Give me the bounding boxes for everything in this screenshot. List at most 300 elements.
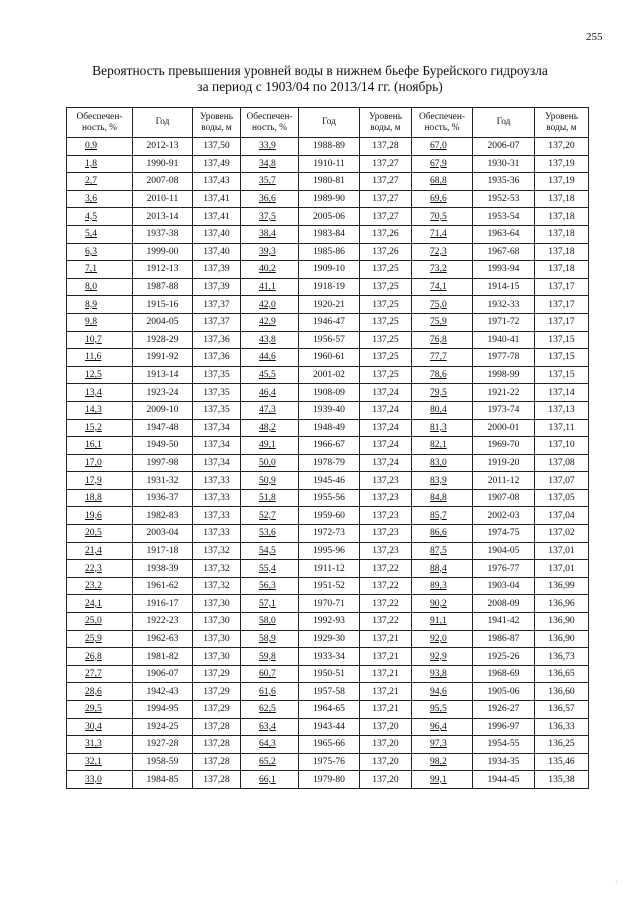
table-cell: 2008-09 bbox=[473, 595, 535, 613]
table-row bbox=[67, 489, 589, 507]
table-cell: 1959-60 bbox=[299, 507, 360, 525]
column-header: Обеспечен-ность, % bbox=[241, 108, 299, 138]
table-cell: 24,1 bbox=[67, 595, 133, 613]
table-cell: 1996-97 bbox=[473, 718, 535, 736]
table-cell: 1906-07 bbox=[133, 665, 193, 683]
table-row bbox=[67, 190, 589, 208]
column-header: Год bbox=[133, 108, 193, 138]
table-cell: 137,37 bbox=[193, 296, 241, 314]
table-cell: 137,19 bbox=[535, 173, 589, 191]
table-cell: 137,20 bbox=[535, 138, 589, 156]
table-cell: 137,25 bbox=[360, 261, 412, 279]
table-cell: 67,0 bbox=[412, 138, 473, 156]
table-cell: 1995-96 bbox=[299, 542, 360, 560]
table-cell: 137,13 bbox=[535, 401, 589, 419]
table-cell: 137,23 bbox=[360, 542, 412, 560]
table-cell: 137,29 bbox=[193, 701, 241, 719]
table-cell: 2000-01 bbox=[473, 419, 535, 437]
table-cell: 1945-46 bbox=[299, 472, 360, 490]
table-cell: 54,5 bbox=[241, 542, 299, 560]
table-cell: 137,20 bbox=[360, 753, 412, 771]
table-cell: 58,9 bbox=[241, 630, 299, 648]
table-cell: 97,3 bbox=[412, 736, 473, 754]
table-cell: 2007-08 bbox=[133, 173, 193, 191]
table-cell: 1963-64 bbox=[473, 225, 535, 243]
table-row bbox=[67, 683, 589, 701]
table-cell: 31,3 bbox=[67, 736, 133, 754]
table-cell: 137,25 bbox=[360, 278, 412, 296]
table-cell: 35,7 bbox=[241, 173, 299, 191]
table-cell: 137,29 bbox=[193, 683, 241, 701]
table-row bbox=[67, 736, 589, 754]
table-cell: 135,46 bbox=[535, 753, 589, 771]
table-cell: 137,15 bbox=[535, 366, 589, 384]
column-header: Год bbox=[299, 108, 360, 138]
table-cell: 1905-06 bbox=[473, 683, 535, 701]
table-cell: 1939-40 bbox=[299, 401, 360, 419]
table-cell: 90,2 bbox=[412, 595, 473, 613]
table-cell: 1936-37 bbox=[133, 489, 193, 507]
table-row bbox=[67, 366, 589, 384]
table-cell: 16,1 bbox=[67, 437, 133, 455]
table-cell: 91,1 bbox=[412, 613, 473, 631]
table-cell: 137,27 bbox=[360, 208, 412, 226]
table-cell: 137,32 bbox=[193, 560, 241, 578]
table-cell: 1912-13 bbox=[133, 261, 193, 279]
table-cell: 1962-63 bbox=[133, 630, 193, 648]
table-cell: 21,4 bbox=[67, 542, 133, 560]
table-cell: 34,8 bbox=[241, 155, 299, 173]
table-cell: 1980-81 bbox=[299, 173, 360, 191]
table-cell: 137,25 bbox=[360, 313, 412, 331]
table-cell: 43,8 bbox=[241, 331, 299, 349]
table-cell: 1920-21 bbox=[299, 296, 360, 314]
table-cell: 1951-52 bbox=[299, 577, 360, 595]
table-cell: 15,2 bbox=[67, 419, 133, 437]
table-row bbox=[67, 173, 589, 191]
table-cell: 136,25 bbox=[535, 736, 589, 754]
table-cell: 78,6 bbox=[412, 366, 473, 384]
table-cell: 137,24 bbox=[360, 401, 412, 419]
table-cell: 137,21 bbox=[360, 701, 412, 719]
table-cell: 137,17 bbox=[535, 278, 589, 296]
table-cell: 1922-23 bbox=[133, 613, 193, 631]
table-cell: 4,5 bbox=[67, 208, 133, 226]
table-body bbox=[67, 138, 589, 789]
table-cell: 137,24 bbox=[360, 454, 412, 472]
table-cell: 137,18 bbox=[535, 261, 589, 279]
table-cell: 59,8 bbox=[241, 648, 299, 666]
table-cell: 136,57 bbox=[535, 701, 589, 719]
table-cell: 137,28 bbox=[193, 718, 241, 736]
table-cell: 1953-54 bbox=[473, 208, 535, 226]
table-cell: 1943-44 bbox=[299, 718, 360, 736]
table-cell: 71,4 bbox=[412, 225, 473, 243]
table-cell: 137,22 bbox=[360, 560, 412, 578]
table-cell: 137,34 bbox=[193, 437, 241, 455]
table-cell: 72,3 bbox=[412, 243, 473, 261]
table-cell: 75,0 bbox=[412, 296, 473, 314]
table-cell: 1966-67 bbox=[299, 437, 360, 455]
table-cell: 53,6 bbox=[241, 525, 299, 543]
table-cell: 1979-80 bbox=[299, 771, 360, 789]
table-cell: 1987-88 bbox=[133, 278, 193, 296]
table-cell: 1978-79 bbox=[299, 454, 360, 472]
table-cell: 1903-04 bbox=[473, 577, 535, 595]
table-cell: 1924-25 bbox=[133, 718, 193, 736]
table-cell: 137,24 bbox=[360, 419, 412, 437]
table-cell: 83,9 bbox=[412, 472, 473, 490]
table-cell: 1977-78 bbox=[473, 349, 535, 367]
table-row bbox=[67, 595, 589, 613]
table-cell: 137,15 bbox=[535, 349, 589, 367]
table-cell: 40,2 bbox=[241, 261, 299, 279]
table-cell: 10,7 bbox=[67, 331, 133, 349]
table-cell: 1989-90 bbox=[299, 190, 360, 208]
table-cell: 137,08 bbox=[535, 454, 589, 472]
table-cell: 137,39 bbox=[193, 261, 241, 279]
table-cell: 70,5 bbox=[412, 208, 473, 226]
title-line-2: за период с 1903/04 по 2013/14 гг. (ноябрь) bbox=[197, 79, 443, 94]
table-cell: 137,14 bbox=[535, 384, 589, 402]
table-cell: 137,30 bbox=[193, 648, 241, 666]
table-cell: 136,73 bbox=[535, 648, 589, 666]
table-cell: 137,33 bbox=[193, 507, 241, 525]
column-header: Уровень воды, м bbox=[360, 108, 412, 138]
table-cell: 1908-09 bbox=[299, 384, 360, 402]
table-cell: 75,9 bbox=[412, 313, 473, 331]
table-cell: 136,90 bbox=[535, 630, 589, 648]
table-cell: 1940-41 bbox=[473, 331, 535, 349]
table-row bbox=[67, 472, 589, 490]
table-cell: 23,2 bbox=[67, 577, 133, 595]
table-row bbox=[67, 437, 589, 455]
table-cell: 55,4 bbox=[241, 560, 299, 578]
table-cell: 79,5 bbox=[412, 384, 473, 402]
table-cell: 93,8 bbox=[412, 665, 473, 683]
table-cell: 1985-86 bbox=[299, 243, 360, 261]
table-cell: 1968-69 bbox=[473, 665, 535, 683]
table-cell: 33,9 bbox=[241, 138, 299, 156]
table-cell: 33,0 bbox=[67, 771, 133, 789]
table-cell: 1961-62 bbox=[133, 577, 193, 595]
table-cell: 27,7 bbox=[67, 665, 133, 683]
table-row bbox=[67, 208, 589, 226]
table-cell: 1972-73 bbox=[299, 525, 360, 543]
table-row bbox=[67, 313, 589, 331]
table-cell: 137,20 bbox=[360, 771, 412, 789]
table-cell: 137,50 bbox=[193, 138, 241, 156]
table-cell: 12,5 bbox=[67, 366, 133, 384]
table-cell: 137,43 bbox=[193, 173, 241, 191]
probability-table bbox=[66, 107, 589, 789]
table-row bbox=[67, 138, 589, 156]
table-cell: 1973-74 bbox=[473, 401, 535, 419]
table-row bbox=[67, 331, 589, 349]
table-cell: 96,4 bbox=[412, 718, 473, 736]
table-cell: 1917-18 bbox=[133, 542, 193, 560]
table-cell: 137,36 bbox=[193, 349, 241, 367]
table-cell: 137,25 bbox=[360, 296, 412, 314]
table-cell: 137,33 bbox=[193, 525, 241, 543]
table-cell: 137,07 bbox=[535, 472, 589, 490]
table-row bbox=[67, 278, 589, 296]
table-cell: 136,65 bbox=[535, 665, 589, 683]
table-cell: 41,1 bbox=[241, 278, 299, 296]
table-cell: 26,8 bbox=[67, 648, 133, 666]
table-cell: 137,18 bbox=[535, 225, 589, 243]
table-cell: 61,6 bbox=[241, 683, 299, 701]
table-cell: 1935-36 bbox=[473, 173, 535, 191]
table-cell: 1928-29 bbox=[133, 331, 193, 349]
table-cell: 69,6 bbox=[412, 190, 473, 208]
table-cell: 137,25 bbox=[360, 331, 412, 349]
table-cell: 1931-32 bbox=[133, 472, 193, 490]
table-cell: 88,4 bbox=[412, 560, 473, 578]
table-cell: 136,33 bbox=[535, 718, 589, 736]
table-cell: 137,23 bbox=[360, 507, 412, 525]
table-cell: 1976-77 bbox=[473, 560, 535, 578]
table-cell: 137,23 bbox=[360, 525, 412, 543]
table-row bbox=[67, 613, 589, 631]
table-row bbox=[67, 630, 589, 648]
table-cell: 137,02 bbox=[535, 525, 589, 543]
table-cell: 137,34 bbox=[193, 454, 241, 472]
table-row bbox=[67, 648, 589, 666]
table-cell: 2001-02 bbox=[299, 366, 360, 384]
table-cell: 1954-55 bbox=[473, 736, 535, 754]
table-cell: 64,3 bbox=[241, 736, 299, 754]
table-cell: 1911-12 bbox=[299, 560, 360, 578]
table-cell: 28,6 bbox=[67, 683, 133, 701]
table-cell: 3,6 bbox=[67, 190, 133, 208]
table-cell: 62,5 bbox=[241, 701, 299, 719]
table-cell: 137,27 bbox=[360, 190, 412, 208]
table-cell: 29,5 bbox=[67, 701, 133, 719]
table-cell: 136,99 bbox=[535, 577, 589, 595]
table-cell: 44,6 bbox=[241, 349, 299, 367]
table-cell: 1982-83 bbox=[133, 507, 193, 525]
table-cell: 95,5 bbox=[412, 701, 473, 719]
table-cell: 1918-19 bbox=[299, 278, 360, 296]
table-cell: 137,27 bbox=[360, 155, 412, 173]
table-cell: 137,28 bbox=[193, 736, 241, 754]
table-cell: 49,1 bbox=[241, 437, 299, 455]
table-cell: 39,3 bbox=[241, 243, 299, 261]
table-row bbox=[67, 349, 589, 367]
table-cell: 137,30 bbox=[193, 595, 241, 613]
table-cell: 1952-53 bbox=[473, 190, 535, 208]
table-cell: 137,34 bbox=[193, 419, 241, 437]
table-cell: 1909-10 bbox=[299, 261, 360, 279]
column-header: Уровень воды, м bbox=[535, 108, 589, 138]
table-cell: 1974-75 bbox=[473, 525, 535, 543]
table-cell: 1927-28 bbox=[133, 736, 193, 754]
table-cell: 137,35 bbox=[193, 384, 241, 402]
table-row bbox=[67, 454, 589, 472]
table-cell: 92,0 bbox=[412, 630, 473, 648]
table-cell: 42,9 bbox=[241, 313, 299, 331]
table-cell: 22,3 bbox=[67, 560, 133, 578]
table-cell: 1975-76 bbox=[299, 753, 360, 771]
table-cell: 1946-47 bbox=[299, 313, 360, 331]
table-row bbox=[67, 243, 589, 261]
table-cell: 137,37 bbox=[193, 313, 241, 331]
table-cell: 17,9 bbox=[67, 472, 133, 490]
page-title bbox=[0, 63, 640, 95]
table-cell: 50,9 bbox=[241, 472, 299, 490]
table-cell: 1988-89 bbox=[299, 138, 360, 156]
table-cell: 2,7 bbox=[67, 173, 133, 191]
table-row bbox=[67, 507, 589, 525]
table-cell: 137,40 bbox=[193, 243, 241, 261]
table-cell: 137,21 bbox=[360, 630, 412, 648]
table-cell: 136,90 bbox=[535, 613, 589, 631]
table-cell: 37,5 bbox=[241, 208, 299, 226]
table-cell: 137,30 bbox=[193, 630, 241, 648]
table-cell: 137,24 bbox=[360, 437, 412, 455]
table-cell: 76,8 bbox=[412, 331, 473, 349]
table-cell: 137,17 bbox=[535, 313, 589, 331]
table-cell: 14,3 bbox=[67, 401, 133, 419]
table-cell: 137,21 bbox=[360, 648, 412, 666]
table-cell: 1981-82 bbox=[133, 648, 193, 666]
table-cell: 52,7 bbox=[241, 507, 299, 525]
table-cell: 137,28 bbox=[360, 138, 412, 156]
table-cell: 1921-22 bbox=[473, 384, 535, 402]
table-cell: 137,25 bbox=[360, 349, 412, 367]
table-cell: 86,6 bbox=[412, 525, 473, 543]
table-cell: 56,3 bbox=[241, 577, 299, 595]
table-cell: 87,5 bbox=[412, 542, 473, 560]
table-cell: 137,41 bbox=[193, 208, 241, 226]
table-cell: 136,96 bbox=[535, 595, 589, 613]
table-row bbox=[67, 577, 589, 595]
table-cell: 73,2 bbox=[412, 261, 473, 279]
table-cell: 137,17 bbox=[535, 296, 589, 314]
table-cell: 81,3 bbox=[412, 419, 473, 437]
table-cell: 57,1 bbox=[241, 595, 299, 613]
table-cell: 1957-58 bbox=[299, 683, 360, 701]
table-row bbox=[67, 701, 589, 719]
table-cell: 94,6 bbox=[412, 683, 473, 701]
table-cell: 137,21 bbox=[360, 683, 412, 701]
table-cell: 137,33 bbox=[193, 489, 241, 507]
table-cell: 137,04 bbox=[535, 507, 589, 525]
table-cell: 50,0 bbox=[241, 454, 299, 472]
table-cell: 1932-33 bbox=[473, 296, 535, 314]
table-cell: 48,2 bbox=[241, 419, 299, 437]
table-row bbox=[67, 155, 589, 173]
table-cell: 137,49 bbox=[193, 155, 241, 173]
table-cell: 137,35 bbox=[193, 401, 241, 419]
table-cell: 1992-93 bbox=[299, 613, 360, 631]
table-cell: 83,0 bbox=[412, 454, 473, 472]
table-cell: 1,8 bbox=[67, 155, 133, 173]
table-cell: 1958-59 bbox=[133, 753, 193, 771]
table-cell: 5,4 bbox=[67, 225, 133, 243]
table-cell: 66,1 bbox=[241, 771, 299, 789]
table-cell: 1907-08 bbox=[473, 489, 535, 507]
title-line-1: Вероятность превышения уровней воды в нижнем бьефе Бурейского гидроузла bbox=[92, 63, 548, 78]
table-cell: 137,27 bbox=[360, 173, 412, 191]
table-cell: 137,11 bbox=[535, 419, 589, 437]
table-cell: 51,8 bbox=[241, 489, 299, 507]
table-cell: 1923-24 bbox=[133, 384, 193, 402]
table-cell: 1942-43 bbox=[133, 683, 193, 701]
table-cell: 18,8 bbox=[67, 489, 133, 507]
table-cell: 80,4 bbox=[412, 401, 473, 419]
table-cell: 137,05 bbox=[535, 489, 589, 507]
table-cell: 1970-71 bbox=[299, 595, 360, 613]
table-cell: 1986-87 bbox=[473, 630, 535, 648]
table-cell: 1944-45 bbox=[473, 771, 535, 789]
table-cell: 25,0 bbox=[67, 613, 133, 631]
table-cell: 137,20 bbox=[360, 736, 412, 754]
table-cell: 137,18 bbox=[535, 243, 589, 261]
table-row bbox=[67, 665, 589, 683]
column-header: Год bbox=[473, 108, 535, 138]
table-cell: 82,1 bbox=[412, 437, 473, 455]
table-cell: 137,26 bbox=[360, 225, 412, 243]
table-cell: 1926-27 bbox=[473, 701, 535, 719]
table-cell: 137,28 bbox=[193, 771, 241, 789]
table-cell: 1955-56 bbox=[299, 489, 360, 507]
table-cell: 1925-26 bbox=[473, 648, 535, 666]
table-cell: 1950-51 bbox=[299, 665, 360, 683]
table-cell: 137,01 bbox=[535, 542, 589, 560]
table-cell: 47,3 bbox=[241, 401, 299, 419]
table-cell: 137,23 bbox=[360, 472, 412, 490]
table-cell: 30,4 bbox=[67, 718, 133, 736]
table-cell: 137,22 bbox=[360, 595, 412, 613]
table-row bbox=[67, 771, 589, 789]
table-cell: 8,0 bbox=[67, 278, 133, 296]
table-cell: 67,9 bbox=[412, 155, 473, 173]
table-cell: 68,8 bbox=[412, 173, 473, 191]
table-cell: 1904-05 bbox=[473, 542, 535, 560]
table-row bbox=[67, 225, 589, 243]
table-cell: 1933-34 bbox=[299, 648, 360, 666]
table-cell: 137,32 bbox=[193, 577, 241, 595]
table-cell: 1984-85 bbox=[133, 771, 193, 789]
table-cell: 2010-11 bbox=[133, 190, 193, 208]
table-cell: 98,2 bbox=[412, 753, 473, 771]
table-cell: 1960-61 bbox=[299, 349, 360, 367]
table-cell: 1910-11 bbox=[299, 155, 360, 173]
table-cell: 1991-92 bbox=[133, 349, 193, 367]
table-cell: 2003-04 bbox=[133, 525, 193, 543]
table-cell: 45,5 bbox=[241, 366, 299, 384]
table-cell: 6,3 bbox=[67, 243, 133, 261]
table-row bbox=[67, 401, 589, 419]
table-cell: 2013-14 bbox=[133, 208, 193, 226]
table-cell: 85,7 bbox=[412, 507, 473, 525]
table-cell: 84,8 bbox=[412, 489, 473, 507]
table-cell: 65,2 bbox=[241, 753, 299, 771]
table-cell: 1993-94 bbox=[473, 261, 535, 279]
table-cell: 137,41 bbox=[193, 190, 241, 208]
table-cell: 42,0 bbox=[241, 296, 299, 314]
table-row bbox=[67, 542, 589, 560]
table-cell: 60,7 bbox=[241, 665, 299, 683]
table-cell: 137,26 bbox=[360, 243, 412, 261]
table-cell: 137,35 bbox=[193, 366, 241, 384]
table-cell: 137,22 bbox=[360, 577, 412, 595]
table-row bbox=[67, 296, 589, 314]
table-cell: 1949-50 bbox=[133, 437, 193, 455]
table-cell: 1965-66 bbox=[299, 736, 360, 754]
